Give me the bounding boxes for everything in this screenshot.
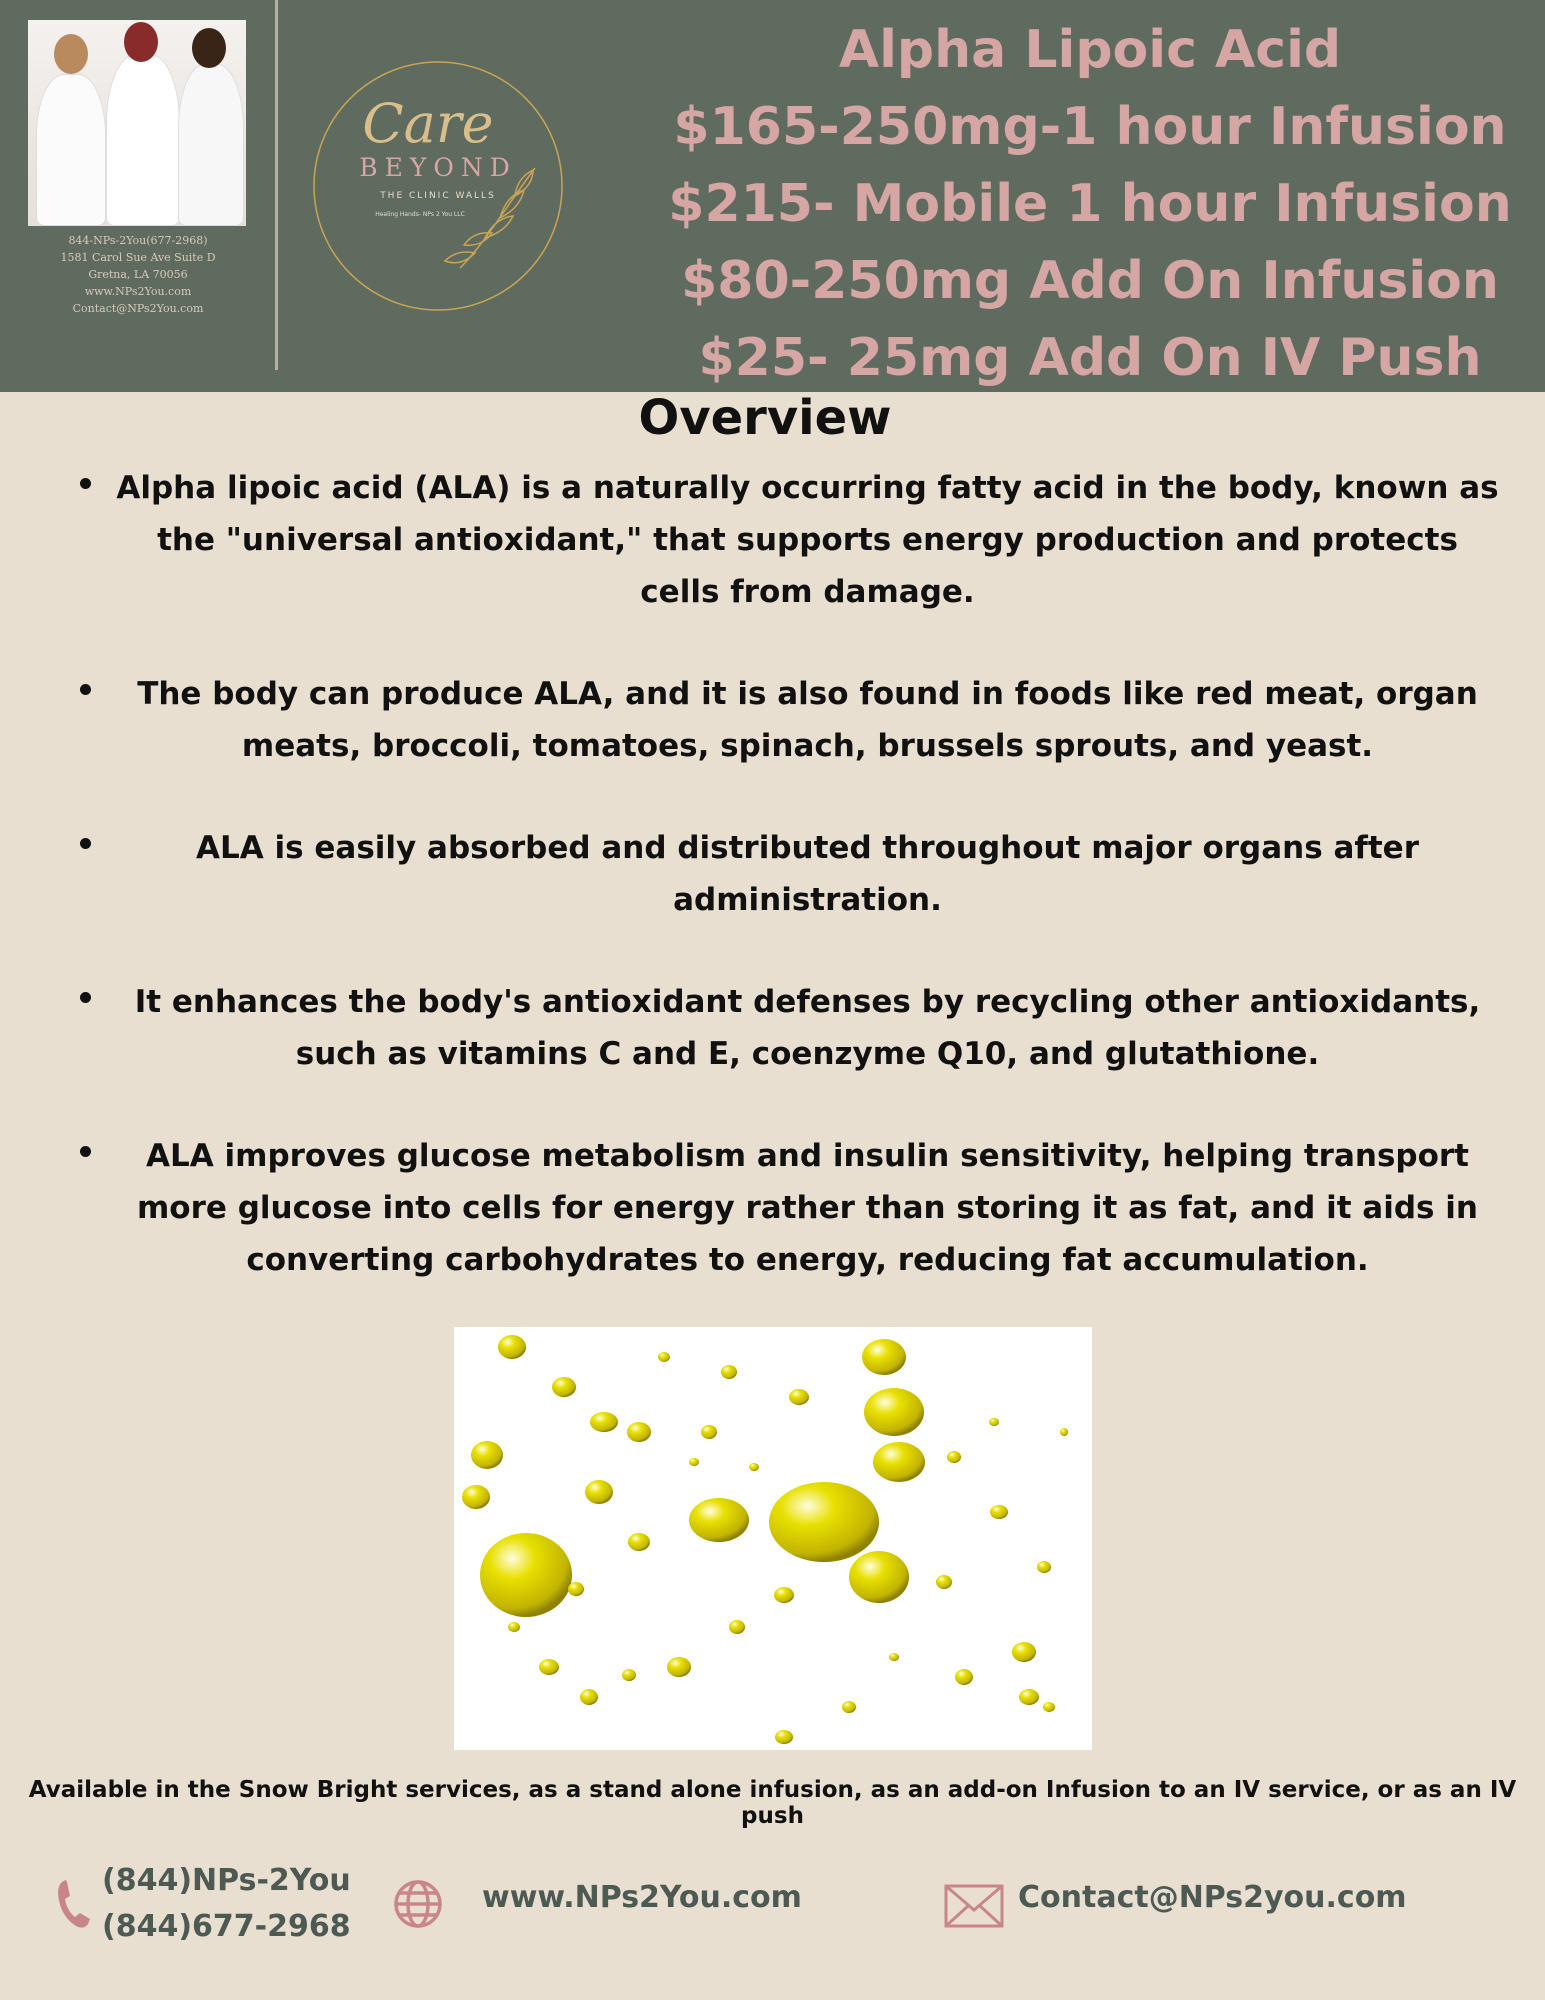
- bullet-text: Alpha lipoic acid (ALA) is a naturally occurring fatty acid in the body, known as the "universal antioxidant," that supports energy production and protects cells from damage.: [116, 470, 1499, 610]
- oil-droplets-image: [454, 1327, 1092, 1750]
- header-divider: [275, 0, 278, 370]
- header-email[interactable]: Contact@NPs2You.com: [72, 302, 204, 315]
- overview-heading: Overview: [638, 390, 892, 446]
- list-item: [70, 1130, 1500, 1286]
- svg-text:BEYOND: BEYOND: [359, 153, 517, 182]
- bullet-dot: [80, 992, 91, 1003]
- footer-email-link[interactable]: Contact@NPs2you.com: [1018, 1880, 1407, 1915]
- care-beyond-logo: [310, 58, 566, 314]
- bullet-text: ALA is easily absorbed and distributed throughout major organs after administration.: [195, 830, 1419, 918]
- price-line: $25- 25mg Add On IV Push: [698, 328, 1482, 388]
- header-phone: 844-NPs-2You(677-2968): [68, 234, 208, 247]
- list-item: [70, 976, 1500, 1080]
- bullet-text: It enhances the body's antioxidant defenses by recycling other antioxidants, such as vitamins C and E, coenzyme Q10, and glutathione.: [134, 984, 1481, 1072]
- header-address-line2: Gretna, LA 70056: [88, 268, 188, 281]
- staff-figure: [36, 74, 106, 226]
- svg-text:Care: Care: [362, 92, 494, 155]
- header-banner: [0, 0, 1545, 392]
- globe-icon: [392, 1878, 444, 1930]
- footer-website-link[interactable]: www.NPs2You.com: [482, 1880, 802, 1915]
- list-item: [70, 668, 1500, 772]
- bullet-dot: [80, 478, 91, 489]
- footer-phone[interactable]: [102, 1858, 351, 1950]
- overview-bullet-list: [70, 462, 1500, 1286]
- bullet-dot: [80, 684, 91, 695]
- list-item: [70, 462, 1500, 618]
- svg-text:THE CLINIC WALLS: THE CLINIC WALLS: [380, 191, 496, 201]
- staff-photo: [28, 20, 246, 226]
- header-website[interactable]: www.NPs2You.com: [84, 285, 192, 298]
- staff-head: [192, 28, 226, 68]
- price-line: $215- Mobile 1 hour Infusion: [668, 174, 1512, 234]
- staff-head: [124, 22, 158, 62]
- header-contact-block: [18, 232, 258, 317]
- phone-icon: [54, 1876, 94, 1930]
- staff-head: [54, 34, 88, 74]
- footer-phone-line2[interactable]: (844)677-2968: [102, 1909, 351, 1944]
- price-list: [640, 12, 1540, 397]
- bullet-dot: [80, 1146, 91, 1157]
- bullet-text: The body can produce ALA, and it is also found in foods like red meat, organ meats, broccoli, tomatoes, spinach, brussels sprouts, and yeast.: [137, 676, 1478, 764]
- price-line: $165-250mg-1 hour Infusion: [673, 97, 1507, 157]
- availability-note: Available in the Snow Bright services, as a stand alone infusion, as an add-on Infusion to an IV service, or as an IV push: [28, 1777, 1517, 1829]
- price-line: $80-250mg Add On Infusion: [681, 251, 1499, 311]
- bullet-text: ALA improves glucose metabolism and insulin sensitivity, helping transport more glucose into cells for energy rather than storing it as fat, and it aids in converting carbohydrates to energy, reducing fat accumulation.: [137, 1138, 1478, 1278]
- staff-figure: [106, 54, 180, 226]
- service-title: Alpha Lipoic Acid: [838, 20, 1342, 80]
- footer-phone-line1[interactable]: (844)NPs-2You: [102, 1863, 351, 1898]
- bullet-dot: [80, 838, 91, 849]
- mail-icon: [944, 1884, 1004, 1928]
- staff-figure: [178, 64, 244, 226]
- svg-text:Healing Hands- NPs 2 You LLC: Healing Hands- NPs 2 You LLC: [375, 211, 465, 218]
- header-address-line1: 1581 Carol Sue Ave Suite D: [60, 251, 216, 264]
- list-item: [70, 822, 1500, 926]
